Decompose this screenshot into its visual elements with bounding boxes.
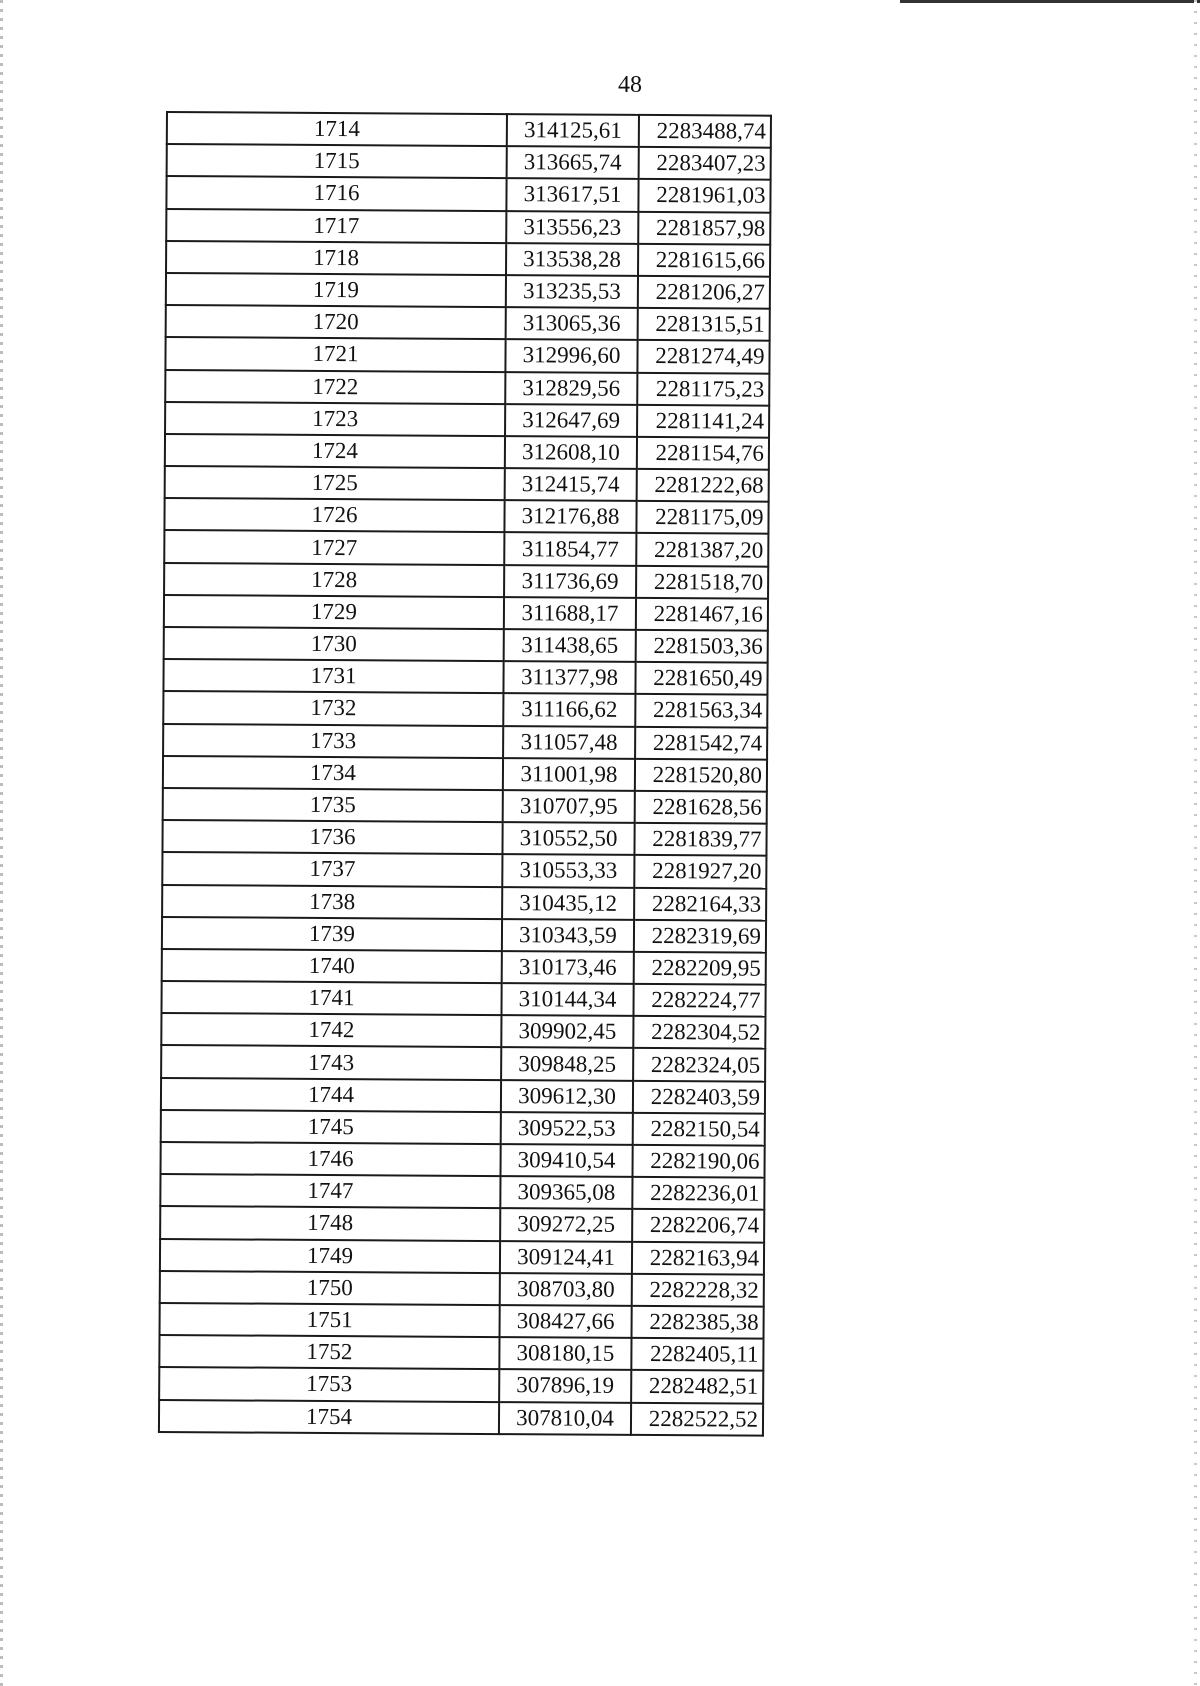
x-coordinate-cell: 310553,33 (502, 854, 634, 887)
y-coordinate-cell: 2281141,24 (637, 405, 769, 438)
point-number-cell: 1716 (166, 176, 506, 210)
x-coordinate-cell: 309410,54 (500, 1144, 632, 1177)
x-coordinate-cell: 311001,98 (503, 758, 635, 791)
table-row (161, 1078, 765, 1114)
y-coordinate-cell: 2282324,05 (633, 1048, 765, 1081)
point-number-cell: 1754 (159, 1399, 499, 1433)
point-number-cell: 1744 (161, 1078, 501, 1112)
y-coordinate-cell: 2281274,49 (637, 340, 769, 373)
point-number-cell: 1723 (165, 402, 505, 436)
top-edge-rule (900, 0, 1200, 3)
x-coordinate-cell: 312829,56 (505, 372, 637, 405)
table-row (163, 724, 767, 760)
point-number-cell: 1728 (164, 563, 504, 597)
table-row (161, 1045, 765, 1081)
x-coordinate-cell: 313065,36 (506, 307, 638, 340)
y-coordinate-cell: 2281206,27 (638, 276, 770, 309)
point-number-cell: 1732 (163, 691, 503, 725)
scan-left-edge (0, 0, 3, 1686)
table-row (163, 659, 767, 695)
point-number-cell: 1746 (161, 1142, 501, 1176)
point-number-cell: 1719 (166, 273, 506, 307)
x-coordinate-cell: 313556,23 (506, 211, 638, 244)
table-row (162, 884, 766, 920)
y-coordinate-cell: 2281175,09 (636, 501, 768, 534)
y-coordinate-cell: 2281628,56 (635, 791, 767, 824)
point-number-cell: 1730 (164, 627, 504, 661)
y-coordinate-cell: 2282206,74 (632, 1209, 764, 1242)
table-row (164, 498, 768, 534)
table-row (166, 273, 770, 309)
point-number-cell: 1741 (161, 981, 501, 1015)
y-coordinate-cell: 2281615,66 (638, 244, 770, 277)
point-number-cell: 1714 (167, 112, 507, 146)
table-row (165, 402, 769, 438)
table-row (162, 820, 766, 856)
y-coordinate-cell: 2283407,23 (639, 147, 771, 180)
point-number-cell: 1735 (163, 788, 503, 822)
y-coordinate-cell: 2282236,01 (632, 1177, 764, 1210)
point-number-cell: 1726 (164, 498, 504, 532)
table-row (160, 1303, 764, 1339)
table-row (161, 1142, 765, 1178)
y-coordinate-cell: 2282150,54 (633, 1113, 765, 1146)
point-number-cell: 1721 (165, 337, 505, 371)
point-number-cell: 1743 (161, 1045, 501, 1079)
point-number-cell: 1733 (163, 724, 503, 758)
x-coordinate-cell: 311688,17 (504, 597, 636, 630)
x-coordinate-cell: 310343,59 (502, 919, 634, 952)
x-coordinate-cell: 313617,51 (506, 178, 638, 211)
point-number-cell: 1717 (166, 209, 506, 243)
point-number-cell: 1725 (165, 466, 505, 500)
point-number-cell: 1715 (167, 144, 507, 178)
x-coordinate-cell: 312647,69 (505, 404, 637, 437)
y-coordinate-cell: 2281563,34 (635, 694, 767, 727)
x-coordinate-cell: 313665,74 (507, 146, 639, 179)
table-row (164, 595, 768, 631)
x-coordinate-cell: 311736,69 (504, 565, 636, 598)
y-coordinate-cell: 2282209,95 (634, 952, 766, 985)
y-coordinate-cell: 2281839,77 (634, 823, 766, 856)
table-row (167, 144, 771, 180)
point-number-cell: 1745 (161, 1110, 501, 1144)
y-coordinate-cell: 2281175,23 (637, 372, 769, 405)
y-coordinate-cell: 2282405,11 (631, 1338, 763, 1371)
table-row (165, 370, 769, 406)
x-coordinate-cell: 309272,25 (500, 1208, 632, 1241)
y-coordinate-cell: 2281154,76 (637, 437, 769, 470)
point-number-cell: 1742 (161, 1013, 501, 1047)
x-coordinate-cell: 312415,74 (505, 468, 637, 501)
x-coordinate-cell: 309902,45 (501, 1015, 633, 1048)
x-coordinate-cell: 309522,53 (501, 1112, 633, 1145)
table-row (164, 627, 768, 663)
x-coordinate-cell: 310552,50 (502, 822, 634, 855)
table-row (161, 981, 765, 1017)
table-row (166, 209, 770, 245)
y-coordinate-cell: 2281387,20 (636, 533, 768, 566)
table-row (159, 1335, 763, 1371)
y-coordinate-cell: 2281927,20 (634, 855, 766, 888)
page-number: 48 (618, 72, 642, 98)
point-number-cell: 1724 (165, 434, 505, 468)
x-coordinate-cell: 307896,19 (499, 1369, 631, 1402)
x-coordinate-cell: 309124,41 (500, 1241, 632, 1274)
point-number-cell: 1718 (166, 241, 506, 275)
x-coordinate-cell: 312176,88 (504, 500, 636, 533)
table-row (163, 756, 767, 792)
point-number-cell: 1729 (164, 595, 504, 629)
x-coordinate-cell: 312608,10 (505, 436, 637, 469)
table-row (163, 788, 767, 824)
point-number-cell: 1722 (165, 370, 505, 404)
y-coordinate-cell: 2282482,51 (631, 1370, 763, 1403)
table-row (166, 241, 770, 277)
y-coordinate-cell: 2282164,33 (634, 887, 766, 920)
point-number-cell: 1740 (162, 949, 502, 983)
point-number-cell: 1727 (164, 530, 504, 564)
y-coordinate-cell: 2281315,51 (638, 308, 770, 341)
y-coordinate-cell: 2281503,36 (636, 630, 768, 663)
point-number-cell: 1748 (160, 1206, 500, 1240)
x-coordinate-cell: 309848,25 (501, 1048, 633, 1081)
point-number-cell: 1737 (162, 852, 502, 886)
y-coordinate-cell: 2283488,74 (639, 115, 771, 148)
y-coordinate-cell: 2281222,68 (637, 469, 769, 502)
y-coordinate-cell: 2282304,52 (633, 1016, 765, 1049)
point-number-cell: 1739 (162, 917, 502, 951)
point-number-cell: 1720 (166, 305, 506, 339)
point-number-cell: 1738 (162, 884, 502, 918)
point-number-cell: 1734 (163, 756, 503, 790)
y-coordinate-cell: 2281857,98 (638, 211, 770, 244)
y-coordinate-cell: 2281518,70 (636, 566, 768, 599)
x-coordinate-cell: 311166,62 (503, 693, 635, 726)
x-coordinate-cell: 310435,12 (502, 887, 634, 920)
x-coordinate-cell: 311438,65 (504, 629, 636, 662)
x-coordinate-cell: 311377,98 (503, 661, 635, 694)
x-coordinate-cell: 309612,30 (501, 1080, 633, 1113)
x-coordinate-cell: 311854,77 (504, 533, 636, 566)
table-row (165, 337, 769, 373)
y-coordinate-cell: 2282163,94 (632, 1241, 764, 1274)
x-coordinate-cell: 311057,48 (503, 726, 635, 759)
x-coordinate-cell: 310707,95 (503, 790, 635, 823)
x-coordinate-cell: 310144,34 (501, 983, 633, 1016)
coordinates-table (158, 111, 772, 1436)
y-coordinate-cell: 2282228,32 (632, 1274, 764, 1307)
table-row (166, 176, 770, 212)
x-coordinate-cell: 313235,53 (506, 275, 638, 308)
x-coordinate-cell: 307810,04 (499, 1402, 631, 1435)
table-row (162, 852, 766, 888)
table-row (160, 1206, 764, 1242)
y-coordinate-cell: 2282224,77 (633, 984, 765, 1017)
point-number-cell: 1747 (160, 1174, 500, 1208)
table-row (161, 1013, 765, 1049)
table-row (166, 305, 770, 341)
x-coordinate-cell: 310173,46 (502, 951, 634, 984)
table-row (160, 1174, 764, 1210)
y-coordinate-cell: 2281467,16 (636, 598, 768, 631)
point-number-cell: 1752 (159, 1335, 499, 1369)
point-number-cell: 1751 (160, 1303, 500, 1337)
y-coordinate-cell: 2281542,74 (635, 726, 767, 759)
y-coordinate-cell: 2282522,52 (631, 1402, 763, 1435)
x-coordinate-cell: 308180,15 (499, 1337, 631, 1370)
table-row (160, 1271, 764, 1307)
y-coordinate-cell: 2281961,03 (638, 179, 770, 212)
x-coordinate-cell: 313538,28 (506, 243, 638, 276)
table-row (159, 1367, 763, 1403)
table-row (164, 530, 768, 566)
point-number-cell: 1731 (163, 659, 503, 693)
point-number-cell: 1750 (160, 1271, 500, 1305)
y-coordinate-cell: 2282190,06 (632, 1145, 764, 1178)
table-row (167, 112, 771, 148)
x-coordinate-cell: 309365,08 (500, 1176, 632, 1209)
table-row (165, 434, 769, 470)
table-row (162, 917, 766, 953)
table-row (164, 563, 768, 599)
table-row (162, 949, 766, 985)
y-coordinate-cell: 2282385,38 (632, 1306, 764, 1339)
table-row (160, 1239, 764, 1275)
x-coordinate-cell: 308427,66 (500, 1305, 632, 1338)
table-row (163, 691, 767, 727)
y-coordinate-cell: 2282319,69 (634, 920, 766, 953)
x-coordinate-cell: 314125,61 (507, 114, 639, 147)
scan-right-edge (1194, 0, 1197, 1686)
table-row (165, 466, 769, 502)
table-row (159, 1399, 763, 1435)
coordinates-table-body (159, 112, 771, 1435)
point-number-cell: 1749 (160, 1239, 500, 1273)
y-coordinate-cell: 2282403,59 (633, 1080, 765, 1113)
point-number-cell: 1753 (159, 1367, 499, 1401)
point-number-cell: 1736 (162, 820, 502, 854)
x-coordinate-cell: 312996,60 (505, 339, 637, 372)
y-coordinate-cell: 2281520,80 (635, 759, 767, 792)
x-coordinate-cell: 308703,80 (500, 1273, 632, 1306)
y-coordinate-cell: 2281650,49 (635, 662, 767, 695)
table-row (161, 1110, 765, 1146)
